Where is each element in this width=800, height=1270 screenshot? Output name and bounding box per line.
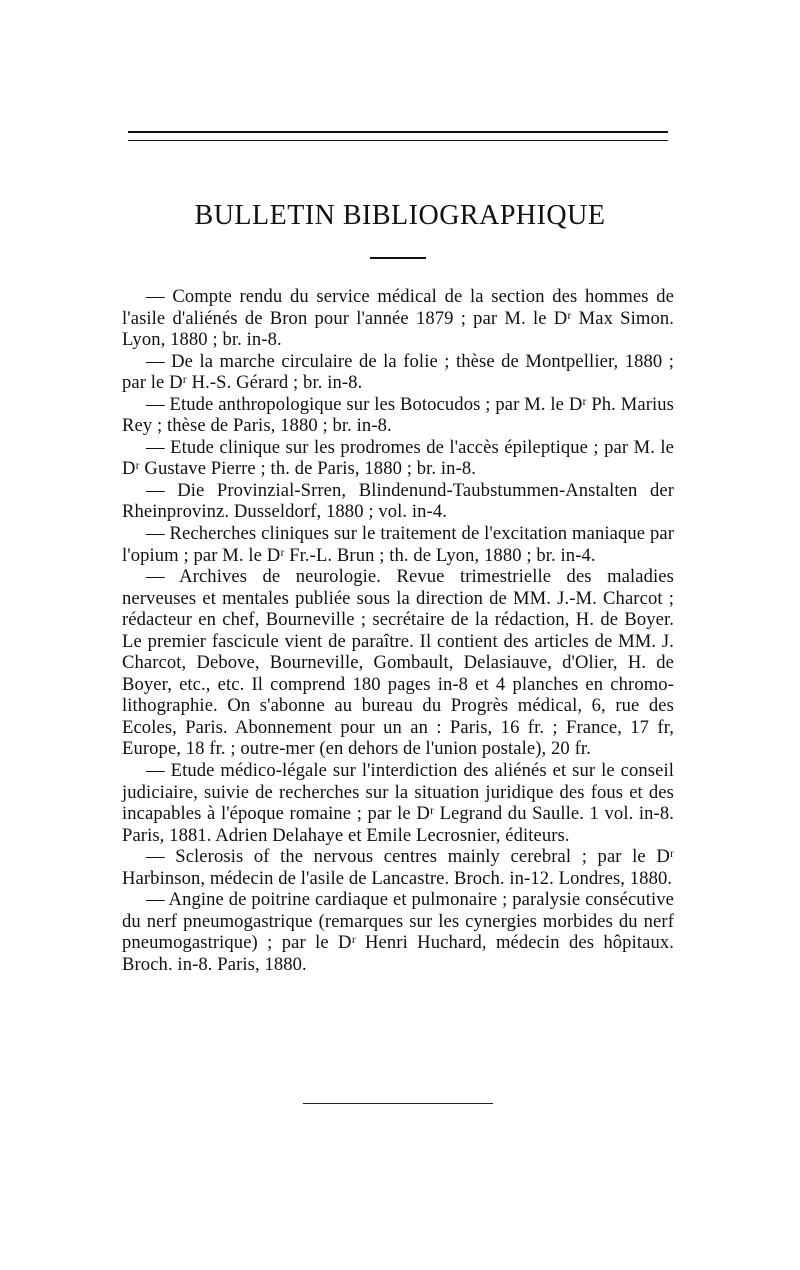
bibliography-entry: — De la marche circulaire de la folie ; thèse de Montpellier, 1880 ; par le Dʳ H.-S. Gérard ; br. in-8. (122, 350, 674, 394)
bibliography-entry: — Sclerosis of the nervous centres mainly cerebral ; par le Dʳ Harbinson, médecin de l'asile de Lancastre. Broch. in-12. Londres, 1880. (122, 846, 674, 889)
bibliography-entry: — Etude anthropologique sur les Botocudos ; par M. le Dʳ Ph. Marius Rey ; thèse de Paris, 1880 ; br. in-8. (122, 393, 674, 437)
title-underline-rule (370, 257, 426, 259)
top-double-rule (128, 131, 668, 141)
bibliography-entry: — Recherches cliniques sur le traitement de l'excitation maniaque par l'opium ; par M. le Dʳ Fr.-L. Brun ; th. de Lyon, 1880 ; br. in-4. (122, 523, 674, 566)
closing-rule (303, 1103, 493, 1104)
page-title: BULLETIN BIBLIOGRAPHIQUE (194, 200, 606, 231)
bibliography-entry: — Etude médico-légale sur l'interdiction des aliénés et sur le conseil judiciaire, suivie de recherches sur la situation juridique des fous et des incapables à l'époque romaine ; par le Dʳ Legrand du Saulle. 1 vol. in-8. Paris, 1881. Adrien Delahaye et Emile Lecrosnier, éditeurs. (122, 760, 674, 846)
bibliography-entry: — Archives de neurologie. Revue trimestrielle des maladies nerveuses et mentales publiée sous la direction de MM. J.-M. Charcot ; rédacteur en chef, Bourneville ; secrétaire de la rédaction, H. de Boyer. Le premier fascicule vient de paraître. Il contient des articles de MM. J. Charcot, Debove, Bourneville, Gombault, Delasiauve, d'Olier, H. de Boyer, etc., etc. Il comprend 180 pages in-8 et 4 planches en chromo-lithographie. On s'abonne au bureau du Progrès médical, 6, rue des Ecoles, Paris. Abonnement pour un an : Paris, 16 fr. ; France, 17 fr, Europe, 18 fr. ; outre-mer (en dehors de l'union postale), 20 fr. (122, 566, 674, 760)
bibliography-entry: — Die Provinzial-Srren, Blindenund-Taubstummen-Anstalten der Rheinprovinz. Dusseldorf, 1880 ; vol. in-4. (122, 479, 674, 523)
bibliography-entry: — Etude clinique sur les prodromes de l'accès épileptique ; par M. le Dʳ Gustave Pierre ; th. de Paris, 1880 ; br. in-8. (122, 436, 674, 480)
bibliography-entry: — Compte rendu du service médical de la section des hommes de l'asile d'aliénés de Bron pour l'année 1879 ; par M. le Dʳ Max Simon. Lyon, 1880 ; br. in-8. (122, 286, 674, 351)
bibliography-entry: — Angine de poitrine cardiaque et pulmonaire ; paralysie consécutive du nerf pneumogastrique (remarques sur les cynergies morbides du nerf pneumogastrique) ; par le Dʳ Henri Huchard, médecin des hôpitaux. Broch. in-8. Paris, 1880. (122, 889, 674, 975)
bibliography-list (122, 286, 674, 976)
